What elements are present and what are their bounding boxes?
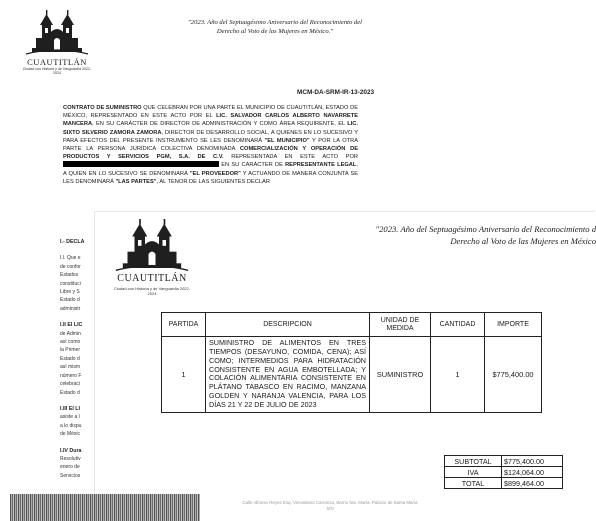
declaration-heading-fragment: I.IV Dura (60, 447, 82, 454)
para-seg: , AL TENOR DE LAS SIGUIENTES DECLAR (156, 178, 270, 185)
year-motto-line-2: Derecho al Voto de las Mujeres en México (450, 235, 596, 246)
iva-label: IVA (445, 467, 502, 478)
declaration-heading-fragment: I.II El LIC (60, 322, 83, 329)
declaration-text-fragment: la Primer (60, 347, 81, 354)
cell-cantidad: 1 (431, 337, 485, 413)
para-seg: "LAS PARTES" (115, 178, 157, 185)
cell-importe: $775,400.00 (485, 337, 542, 413)
header-cantidad: CANTIDAD (431, 313, 485, 337)
subtotal-value: $775,400.00 (502, 456, 563, 467)
logo-tagline: Ciudad con Historia y de Vanguardia 2022-2024 (22, 67, 92, 75)
para-seg: COMERCIALIZACIÓN Y OPERACIÓN DE PRODUCTOS Y SERVICIOS PGM, S.A. DE C.V. (63, 146, 358, 161)
declaration-text-fragment: número F (60, 372, 82, 379)
year-motto-line-2: Derecho al Voto de las Mujeres en México." (216, 28, 334, 35)
para-seg: Y POR LA OTRA PARTE LA PERSONA JURÍDICA COLECTIVA DENOMINADA (63, 137, 359, 153)
para-seg: QUE CELEBRAN POR UNA PARTE EL MUNICIPIO DE CUAUTITLÁN, ESTADO DE MÉXICO, REPRESENTADO EN ESTE ACTO POR EL (63, 105, 358, 120)
total-label: TOTAL (445, 478, 502, 489)
subtotal-label: SUBTOTAL (445, 456, 502, 467)
declaration-text-fragment: de Méxic (60, 431, 81, 438)
declaration-text-fragment: administr (60, 305, 81, 312)
header-importe: IMPORTE (485, 313, 542, 337)
redaction-bar (63, 161, 219, 167)
table-row (162, 337, 542, 413)
cell-unidad: SUMINISTRO (370, 337, 431, 413)
para-seg: REPRESENTADA EN ESTE ACTO POR (223, 154, 358, 161)
church-emblem-icon (111, 219, 193, 275)
declaration-text-fragment: Libre y S (60, 289, 80, 296)
declaration-text-fragment: a lo dispu (60, 422, 82, 429)
declaration-text-fragment: asiste a l (60, 414, 80, 421)
para-seg: CONTRATO DE SUMINISTRO (63, 105, 142, 111)
total-value: $899,464.00 (502, 478, 563, 489)
declaration-text-fragment: Resolutiv (60, 455, 81, 462)
para-seg: , A QUIEN EN LO SUCESIVO SE DENOMINARÁ (63, 162, 358, 177)
declaration-text-fragment: celebraci (60, 381, 81, 388)
totals-table (444, 455, 563, 489)
cuautitlan-logo (22, 10, 92, 76)
year-motto (150, 18, 400, 36)
declaration-text-fragment: enero de (60, 464, 80, 471)
supply-table-page (95, 212, 596, 494)
year-motto (315, 224, 596, 247)
scan-artifact-strip (10, 494, 200, 521)
header-partida: PARTIDA (162, 313, 206, 337)
year-motto-line-1: "2023. Año del Septuagésimo Aniversario del Reconocimiento del (188, 19, 362, 26)
cell-partida: 1 (162, 337, 206, 413)
declaration-heading-fragment: I.- DECLA (60, 239, 85, 245)
iva-value: $124,064.00 (502, 467, 563, 478)
logo-tagline: Ciudad con Historia y de Vanguardia 2022-2024 (113, 286, 191, 296)
cuautitlan-logo (111, 219, 193, 297)
logo-wordmark: CUAUTITLÁN (117, 273, 187, 284)
declaration-text-fragment: Estado d (60, 355, 80, 362)
declaration-text-fragment: Estado d (60, 389, 80, 396)
logo-wordmark: CUAUTITLÁN (27, 57, 87, 67)
contract-intro-paragraph (63, 104, 358, 186)
para-seg: EN SU CARÁCTER DE (219, 162, 286, 169)
para-seg: REPRESENTANTE LEGAL (285, 162, 357, 169)
header-unidad-medida: UNIDAD DE MEDIDA (370, 313, 431, 337)
cell-descripcion: SUMINISTRO DE ALIMENTOS EN TRES TIEMPOS (DESAYUNO, COMIDA, CENA); ASÍ COMO; INTERMEDIOS PARA HIDRATACIÓN CONSISTENTE EN AGUA EMBOTELLADA; Y COLACIÓN ALIMENTARIA CONSISTENTE EN PLÁTANO TABASCO EN RACIMO, MANZANA GOLDEN Y NARANJA VALENCIA, PARA LOS DÍAS 21 Y 22 DE JULIO DE 2023 (206, 337, 370, 413)
declaration-text-fragment: I.I. Que e (60, 255, 81, 262)
subtotal-row (445, 456, 563, 467)
declaration-text-fragment: así como (60, 339, 81, 346)
declaration-text-fragment: Servicios (60, 472, 81, 479)
declaration-text-fragment: así mism (60, 364, 80, 371)
para-seg: Y ACTUANDO DE MANERA CONJUNTA SE LES DENOMINARÁ (63, 170, 358, 185)
church-emblem-icon (22, 10, 92, 58)
year-motto-line-1: "2023. Año del Septuagésimo Aniversario del Reconocimiento d (375, 224, 596, 234)
table-header-row (162, 313, 542, 337)
footer-address: Calle Alfonso Reyes Esq. Venustiano Carranza, Barrio Sta. María, Palacio de Santa María S/N (242, 500, 418, 511)
declaration-text-fragment: constituci (60, 280, 81, 287)
para-seg: "EL PROVEEDOR" (189, 170, 241, 177)
para-seg: LIC. SIXTO SILVERIO ZAMORA ZAMORA (63, 121, 358, 136)
para-seg: LIC. SALVADOR CARLOS ALBERTO NAVARRETE MANCERA (63, 113, 358, 128)
header-descripcion: DESCRIPCION (206, 313, 370, 337)
supply-items-table (161, 312, 542, 413)
contract-reference-number: MCM-DA-SRM-IR-13-2023 (297, 89, 375, 96)
para-seg: , EN SU CARÁCTER DE DIRECTOR DE ADMINISTRACIÓN Y COMO ÁREA REQUIRENTE, EL (92, 121, 348, 128)
total-row (445, 478, 563, 489)
para-seg: "EL MUNICIPIO" (264, 137, 310, 144)
para-seg: , DIRECTOR DE DESARROLLO SOCIAL, A QUIENES EN LO SUCESIVO Y PARA EFECTOS DEL PRESENTE INSTRUMENTO SE LES DENOMINARÁ (63, 129, 358, 144)
declaration-text-fragment: de confor (60, 263, 81, 270)
declaration-heading-fragment: I.III El LI (60, 405, 81, 412)
declaration-text-fragment: Estados (60, 272, 79, 279)
iva-row (445, 467, 563, 478)
declaration-text-fragment: Estado d (60, 297, 80, 304)
declaration-text-fragment: de Admin (60, 330, 81, 337)
